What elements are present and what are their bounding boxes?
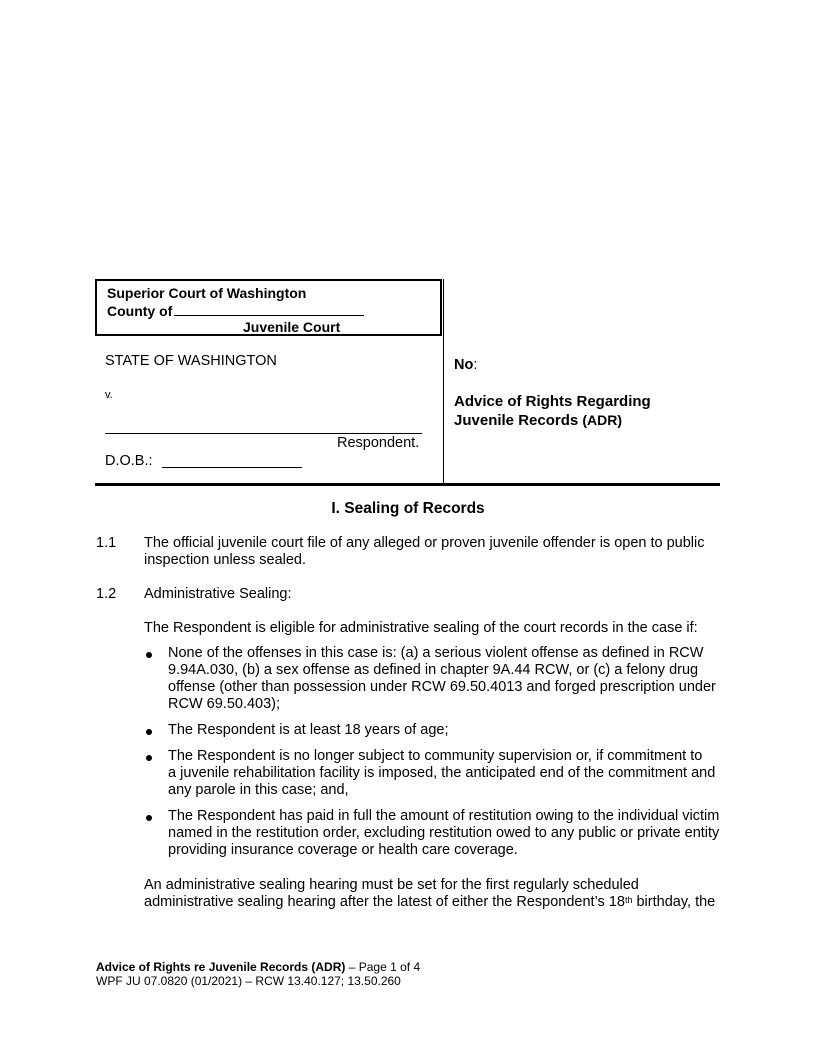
bullet-dot [146,755,152,761]
bullet-4-line3: providing insurance coverage or health care coverage. [168,842,518,858]
county-blank[interactable] [174,302,364,316]
case-number-colon: : [473,357,478,373]
footer-line1 [96,960,420,974]
closing-line2-text: administrative sealing hearing after the latest of either the Respondent’s 18 [144,894,625,910]
document-title-line1: Advice of Rights Regarding [454,393,651,410]
document-title-text: Juvenile Records [454,412,579,429]
state-party: STATE OF WASHINGTON [105,353,277,369]
closing-line2 [144,894,715,911]
para-1-1-number: 1.1 [96,535,117,551]
document-title-line2 [454,411,622,430]
respondent-label: Respondent. [337,435,420,451]
county-label: County of [107,303,173,319]
bullet-1-line2: 9.94A.030, (b) a sex offense as defined in chapter 9A.44 RCW, or (c) a felony drug [168,662,699,678]
footer-line2: WPF JU 07.0820 (01/2021) – RCW 13.40.127; 13.50.260 [96,974,401,988]
bullet-4-line2: named in the restitution order, excluding restitution owed to any public or private entity [168,825,720,841]
para-1-1-line1: The official juvenile court file of any alleged or proven juvenile offender is open to public [144,535,705,551]
bullet-dot [146,815,152,821]
caption-divider [443,279,444,486]
county-line [107,302,364,319]
closing-line1: An administrative sealing hearing must be set for the first regularly scheduled [144,877,639,893]
section-heading: I. Sealing of Records [331,500,485,517]
bullet-4-line1: The Respondent has paid in full the amount of restitution owing to the individual victim [168,808,720,824]
dob-label: D.O.B.: [105,453,153,469]
case-number-label: No [454,357,474,373]
dob-blank[interactable] [162,467,302,468]
bullet-dot [146,729,152,735]
caption-bottom-rule [95,483,720,486]
bullet-3-line1: The Respondent is no longer subject to community supervision or, if commitment to [168,748,703,764]
footer-page-number: – Page 1 of 4 [345,960,421,974]
para-1-2-title: Administrative Sealing: [144,586,292,602]
bullet-1-line1: None of the offenses in this case is: (a) a serious violent offense as defined in RCW [168,645,704,661]
case-number [454,357,477,373]
bullet-3-line3: any parole in this case; and, [168,782,349,798]
eligibility-intro: The Respondent is eligible for administrative sealing of the court records in the case if: [144,620,698,636]
bullet-dot [146,652,152,658]
court-caption-box [95,279,442,336]
para-1-1-line2: inspection unless sealed. [144,552,307,568]
versus-label: v. [105,389,113,401]
respondent-name-blank[interactable] [105,433,422,434]
closing-line2-end: birthday, the [632,894,716,910]
bullet-1-line3: offense (other than possession under RCW 69.50.4013 and forged prescription under [168,679,716,695]
ordinal-suffix: th [624,895,633,905]
document-title-abbr: (ADR) [582,412,623,428]
bullet-1-line4: RCW 69.50.403); [168,696,281,712]
para-1-2-number: 1.2 [96,586,117,602]
court-name: Superior Court of Washington [107,285,307,301]
bullet-2-line1: The Respondent is at least 18 years of age; [168,722,449,738]
bullet-3-line2: a juvenile rehabilitation facility is imposed, the anticipated end of the commitment and [168,765,716,781]
juvenile-court-label: Juvenile Court [243,319,341,335]
footer-form-title: Advice of Rights re Juvenile Records (ADR) [96,960,346,974]
